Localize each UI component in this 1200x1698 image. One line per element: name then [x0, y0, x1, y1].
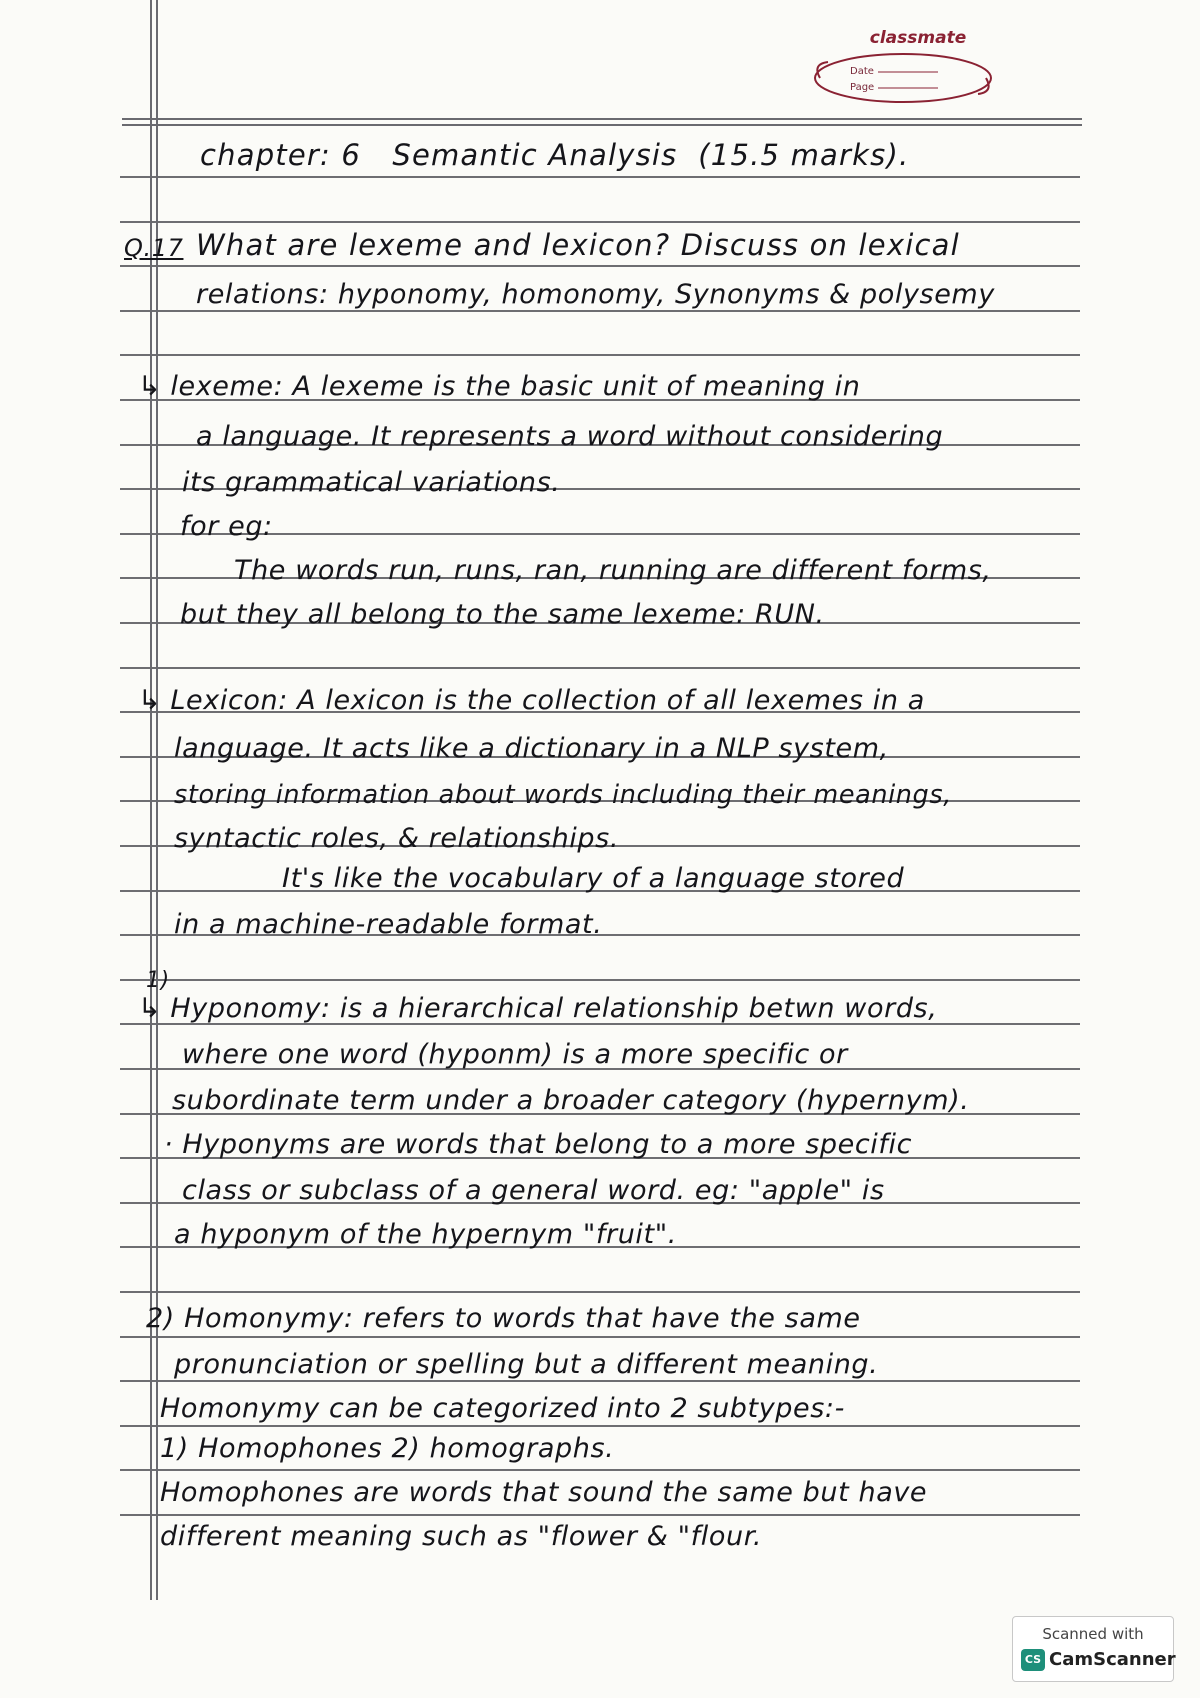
chapter-heading: chapter: 6 Semantic Analysis (15.5 marks). [200, 138, 910, 172]
hyponomy-line-2: where one word (hyponm) is a more specific or [182, 1039, 848, 1070]
lexicon-line-1: ↳ Lexicon: A lexicon is the collection of all lexemes in a [138, 685, 925, 716]
lexicon-line-5: It's like the vocabulary of a language stored [282, 863, 905, 894]
hyponomy-line-3: subordinate term under a broader category (hypernym). [172, 1085, 970, 1116]
ruled-line [120, 1336, 1080, 1338]
question-number: Q.17 [124, 234, 184, 262]
ruled-line [120, 1291, 1080, 1293]
lexeme-line-1: ↳ lexeme: A lexeme is the basic unit of meaning in [138, 371, 861, 402]
lexeme-line-2: a language. It represents a word without considering [196, 421, 944, 452]
watermark-caption: Scanned with [1042, 1625, 1144, 1643]
hyponomy-line-5: class or subclass of a general word. eg: "apple" is [182, 1175, 885, 1206]
lexicon-line-6: in a machine-readable format. [174, 909, 603, 940]
question-line-1: What are lexeme and lexicon? Discuss on lexical [196, 228, 960, 262]
lexicon-line-3: storing information about words including their meanings, [174, 780, 952, 810]
lexicon-line-2: language. It acts like a dictionary in a NLP system, [174, 733, 889, 764]
header-line-bottom [122, 124, 1082, 126]
homonymy-line-1: 2) Homonymy: refers to words that have the same [146, 1303, 861, 1334]
homonymy-line-2: pronunciation or spelling but a different meaning. [174, 1349, 879, 1380]
hyponomy-marker: 1) [146, 968, 170, 993]
camscanner-watermark [1012, 1616, 1174, 1682]
lexeme-line-4: for eg: [180, 511, 273, 542]
ruled-line [120, 1425, 1080, 1427]
question-line-2: relations: hyponomy, homonomy, Synonyms & polysemy [196, 279, 995, 310]
homonymy-line-6: different meaning such as "flower & "flour. [160, 1521, 763, 1552]
homonymy-line-4: 1) Homophones 2) homographs. [160, 1433, 615, 1464]
lexeme-line-3: its grammatical variations. [182, 467, 561, 498]
camscanner-logo-text: CS [1024, 1653, 1042, 1666]
ruled-line [120, 354, 1080, 356]
watermark-app-name: CamScanner [1049, 1649, 1176, 1670]
ruled-line [120, 1514, 1080, 1516]
lexeme-line-5: The words run, runs, ran, running are different forms, [234, 555, 992, 586]
homonymy-line-3: Homonymy can be categorized into 2 subtypes:- [160, 1393, 845, 1424]
hyponomy-line-6: a hyponym of the hypernym "fruit". [174, 1219, 677, 1250]
ruled-line [120, 176, 1080, 178]
ruled-line [120, 1469, 1080, 1471]
brand-page-label: Page [850, 82, 875, 93]
ruled-line [120, 979, 1080, 981]
ruled-line [120, 1380, 1080, 1382]
brand-name: classmate [869, 28, 967, 48]
lexicon-line-4: syntactic roles, & relationships. [174, 823, 619, 854]
ruled-line [120, 265, 1080, 267]
ruled-line [120, 667, 1080, 669]
brand-scroll-icon [808, 48, 998, 108]
classmate-logo [808, 26, 1008, 116]
header-line-top [122, 118, 1082, 120]
hyponomy-line-1: ↳ Hyponomy: is a hierarchical relationship betwn words, [138, 993, 938, 1024]
camscanner-logo-icon [1021, 1649, 1045, 1671]
brand-date-label: Date [850, 66, 874, 77]
homonymy-line-5: Homophones are words that sound the same but have [160, 1477, 928, 1508]
ruled-line [120, 310, 1080, 312]
ruled-line [120, 221, 1080, 223]
hyponomy-line-4: · Hyponyms are words that belong to a more specific [164, 1129, 913, 1160]
lexeme-line-6: but they all belong to the same lexeme: RUN. [180, 599, 825, 630]
